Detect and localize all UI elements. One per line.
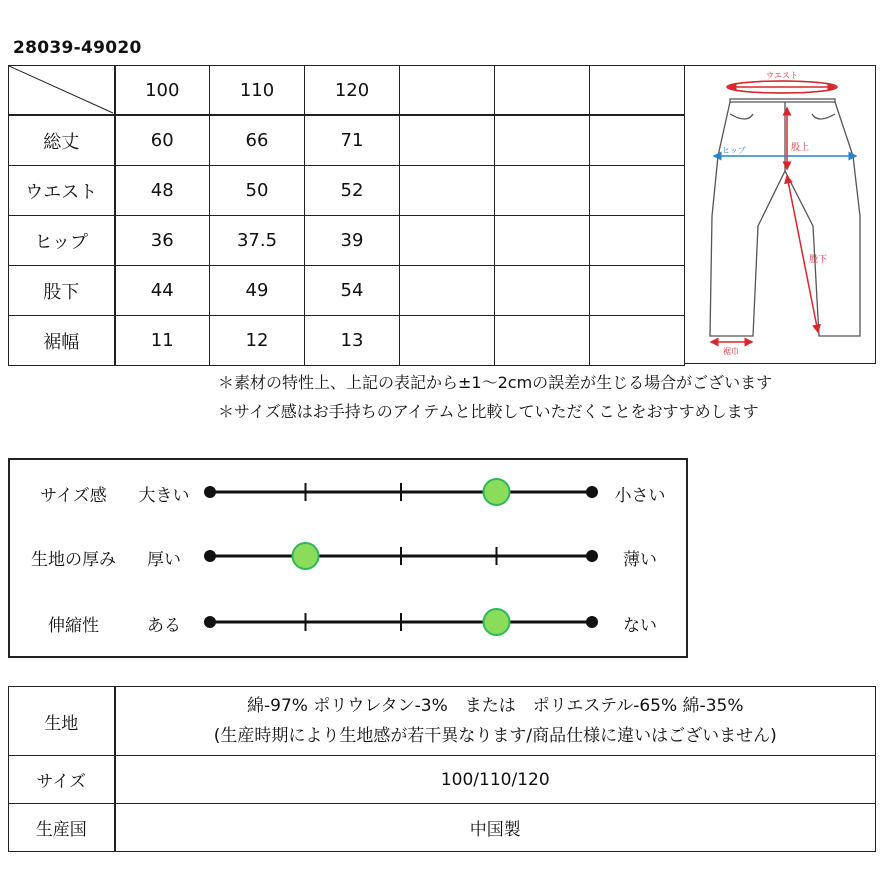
scale-left-label: ある [147, 616, 181, 636]
pants-outline [710, 81, 860, 336]
scale-track [10, 536, 686, 576]
spec-value-fabric [115, 687, 876, 756]
scale-endpoint [586, 486, 598, 498]
scale-endpoint [586, 616, 598, 628]
scale-left-label: 大きい [138, 486, 190, 506]
scale-endpoint [204, 550, 216, 562]
note-line: ＊サイズ感はお手持ちのアイテムと比較していただくことをおすすめします [218, 402, 759, 421]
table-cell: 36 [115, 216, 210, 266]
size-header: 100 [115, 66, 210, 116]
spec-key: 生産国 [9, 804, 115, 852]
row-label-hem-width: 裾幅 [9, 316, 115, 366]
row-label-length: 総丈 [9, 115, 115, 166]
rise-label: 股上 [791, 143, 810, 153]
scale-endpoint [586, 550, 598, 562]
table-cell: 11 [115, 316, 210, 366]
scale-label: 生地の厚み [31, 550, 116, 570]
scale-track [10, 472, 686, 512]
table-cell: 37.5 [210, 216, 305, 266]
pants-illustration [685, 66, 875, 363]
table-cell [400, 316, 495, 366]
table-cell [400, 115, 495, 166]
table-cell: 50 [210, 166, 305, 216]
table-row [9, 216, 685, 266]
spec-key: 生地 [9, 687, 115, 756]
spec-table [8, 686, 876, 852]
row-label-hip: ヒップ [9, 216, 115, 266]
inseam-label: 股下 [809, 255, 828, 265]
row-label-waist: ウエスト [9, 166, 115, 216]
scale-marker [484, 479, 510, 505]
spec-value-size: 100/110/120 [115, 756, 876, 804]
spec-row-origin [9, 804, 876, 852]
table-cell: 44 [115, 266, 210, 316]
size-table [8, 65, 685, 366]
scale-row-thickness [10, 536, 686, 576]
table-cell [590, 266, 685, 316]
product-code: 28039-49020 [13, 38, 142, 58]
scale-label: 伸縮性 [48, 616, 99, 636]
table-cell [590, 115, 685, 166]
spec-row-fabric [9, 687, 876, 756]
scale-label: サイズ感 [40, 486, 107, 506]
table-cell [495, 266, 590, 316]
spec-row-size [9, 756, 876, 804]
table-cell [400, 266, 495, 316]
table-cell: 54 [305, 266, 400, 316]
table-cell [495, 216, 590, 266]
size-notes [218, 368, 772, 426]
scale-marker [484, 609, 510, 635]
table-corner [9, 66, 115, 116]
scale-row-stretch [10, 602, 686, 642]
scale-endpoint [204, 486, 216, 498]
scale-right-label: 小さい [614, 486, 666, 506]
hem-label: 裾巾 [723, 347, 739, 356]
table-cell [400, 216, 495, 266]
scale-marker [293, 543, 319, 569]
corner-diagonal [9, 66, 115, 114]
table-cell: 48 [115, 166, 210, 216]
spec-key: サイズ [9, 756, 115, 804]
scale-right-label: ない [623, 616, 657, 636]
size-header: 120 [305, 66, 400, 116]
table-cell: 71 [305, 115, 400, 166]
table-cell [495, 316, 590, 366]
table-cell: 12 [210, 316, 305, 366]
table-cell [590, 166, 685, 216]
table-cell [590, 216, 685, 266]
table-cell: 66 [210, 115, 305, 166]
row-label-inseam: 股下 [9, 266, 115, 316]
feel-scale [8, 458, 688, 658]
scale-track [10, 602, 686, 642]
table-cell: 52 [305, 166, 400, 216]
note-line: ＊素材の特性上、上記の表記から±1〜2cmの誤差が生じる場合がございます [218, 373, 773, 392]
scale-row-size-feel [10, 472, 686, 512]
scale-right-label: 薄い [623, 550, 657, 570]
scale-left-label: 厚い [147, 550, 181, 570]
table-cell: 49 [210, 266, 305, 316]
table-cell [495, 166, 590, 216]
table-row [9, 115, 685, 166]
table-cell [400, 166, 495, 216]
table-cell: 13 [305, 316, 400, 366]
waist-label: ウエスト [766, 71, 798, 80]
pants-diagram [685, 65, 876, 364]
spec-value-origin: 中国製 [115, 804, 876, 852]
size-header: 110 [210, 66, 305, 116]
scale-endpoint [204, 616, 216, 628]
table-row [9, 316, 685, 366]
table-cell: 39 [305, 216, 400, 266]
size-header-row [9, 66, 685, 116]
fabric-line: 綿-97% ポリウレタン-3% または ポリエステル-65% 綿-35% [247, 696, 744, 716]
table-row [9, 166, 685, 216]
table-cell [495, 115, 590, 166]
size-header [400, 66, 495, 116]
hip-label: ヒップ [722, 146, 746, 155]
table-cell: 60 [115, 115, 210, 166]
fabric-line: (生産時期により生地感が若干異なります/商品仕様に違いはございません) [213, 726, 777, 746]
size-header [495, 66, 590, 116]
table-row [9, 266, 685, 316]
table-cell [590, 316, 685, 366]
size-header [590, 66, 685, 116]
